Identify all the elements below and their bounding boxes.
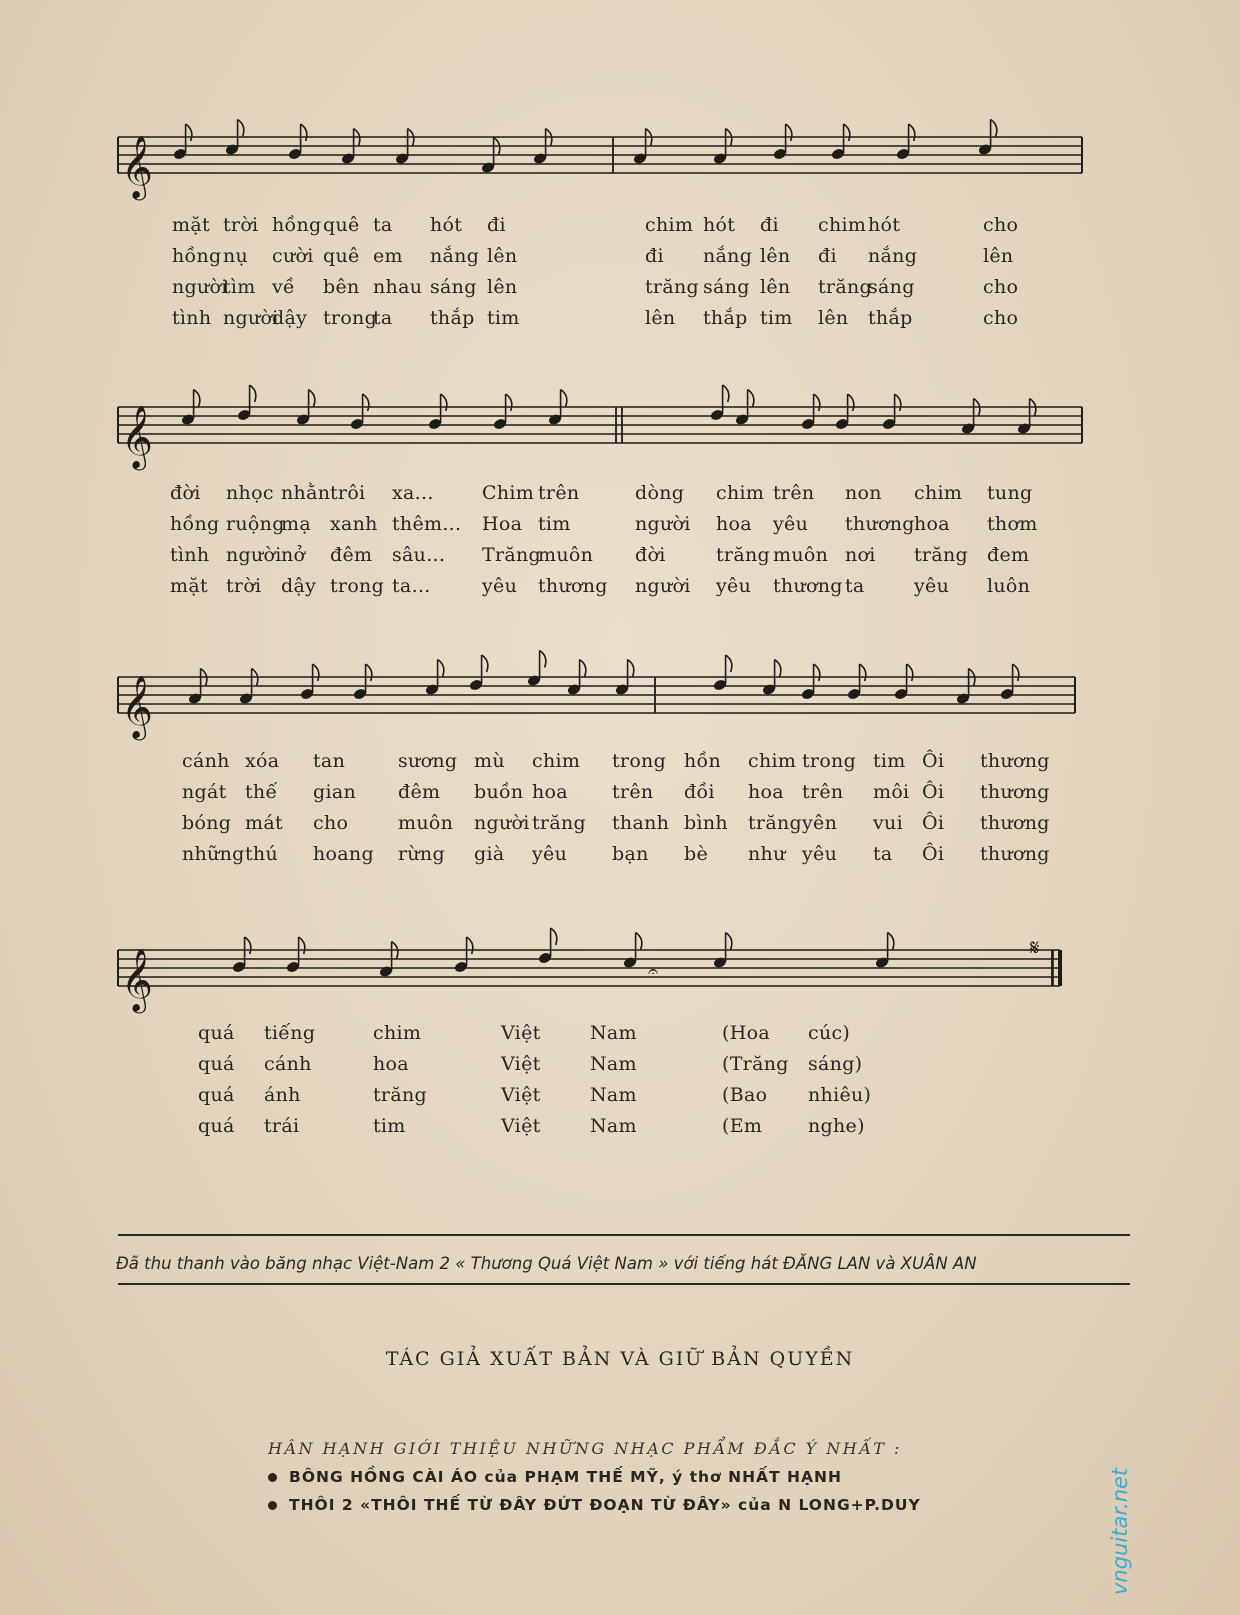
lyric-syllable: người xyxy=(635,575,691,597)
lyric-syllable: hót xyxy=(430,214,463,236)
lyric-syllable: chim xyxy=(645,214,694,236)
lyric-verse-2 xyxy=(0,1053,1240,1083)
lyric-syllable: về xyxy=(272,276,296,298)
lyric-syllable: trên xyxy=(612,781,654,803)
lyric-syllable: buồn xyxy=(474,781,524,803)
lyric-syllable: yêu xyxy=(773,513,809,535)
bullet-icon xyxy=(268,1501,277,1510)
lyric-syllable: nhiêu) xyxy=(808,1084,872,1106)
lyric-syllable: đi xyxy=(645,245,664,267)
lyric-syllable: già xyxy=(474,843,505,865)
lyric-syllable: người xyxy=(474,812,530,834)
lyric-syllable: hoa xyxy=(748,781,784,803)
lyric-verse-2 xyxy=(0,245,1240,275)
lyric-syllable: tìm xyxy=(223,276,256,298)
lyric-syllable: trong xyxy=(612,750,667,772)
lyric-syllable: lên xyxy=(645,307,676,329)
lyric-syllable: trăng xyxy=(748,812,802,834)
lyric-verse-1 xyxy=(0,1022,1240,1052)
lyric-syllable: quá xyxy=(198,1084,235,1106)
lyric-syllable: cười xyxy=(272,245,314,267)
fermata-icon: 𝄐 xyxy=(648,961,659,982)
lyric-syllable: người xyxy=(226,544,282,566)
lyric-syllable: sáng xyxy=(868,276,915,298)
lyric-syllable: thương xyxy=(980,781,1050,803)
lyric-syllable: nhọc xyxy=(226,482,274,504)
lyric-syllable: trăng xyxy=(373,1084,427,1106)
lyric-syllable: yêu xyxy=(716,575,752,597)
staff-2 xyxy=(118,385,1082,471)
lyric-verse-1 xyxy=(0,750,1240,780)
lyric-syllable: thanh xyxy=(612,812,670,834)
lyric-syllable: lên xyxy=(487,245,518,267)
lyric-syllable: trên xyxy=(538,482,580,504)
lyric-syllable: non xyxy=(845,482,882,504)
lyric-syllable: thêm... xyxy=(392,513,462,535)
staff-4 xyxy=(118,928,1060,1014)
lyric-syllable: bóng xyxy=(182,812,232,834)
bullet-icon xyxy=(268,1473,277,1482)
lyric-syllable: trên xyxy=(802,781,844,803)
lyric-syllable: (Hoa xyxy=(722,1022,770,1044)
lyric-syllable: ta xyxy=(373,214,393,236)
lyric-syllable: trăng xyxy=(532,812,586,834)
lyric-syllable: xóa xyxy=(245,750,280,772)
lyric-syllable: tan xyxy=(313,750,346,772)
lyric-syllable: tim xyxy=(873,750,906,772)
lyric-syllable: luôn xyxy=(987,575,1031,597)
lyric-syllable: nắng xyxy=(868,245,918,267)
lyric-syllable: tung xyxy=(987,482,1033,504)
lyric-syllable: cánh xyxy=(182,750,230,772)
lyric-syllable: Ôi xyxy=(922,781,945,803)
lyric-syllable: cho xyxy=(983,214,1019,236)
intro-line: HÂN HẠNH GIỚI THIỆU NHỮNG NHẠC PHẨM ĐẮC Ý NHẤT : xyxy=(268,1439,902,1458)
lyric-syllable: Nam xyxy=(590,1084,637,1106)
lyric-syllable: yên xyxy=(802,812,838,834)
lyric-syllable: hoa xyxy=(716,513,752,535)
lyric-syllable: trăng xyxy=(818,276,872,298)
lyric-verse-4 xyxy=(0,1115,1240,1145)
lyric-syllable: ta xyxy=(873,843,893,865)
lyric-verse-4 xyxy=(0,575,1240,605)
lyric-syllable: mặt xyxy=(170,575,208,597)
lyric-syllable: em xyxy=(373,245,403,267)
lyric-syllable: vui xyxy=(873,812,903,834)
lyric-syllable: hồng xyxy=(170,513,220,535)
lyric-syllable: đồi xyxy=(684,781,715,803)
lyric-syllable: Nam xyxy=(590,1022,637,1044)
divider-bottom xyxy=(118,1283,1130,1285)
lyric-syllable: lên xyxy=(760,276,791,298)
lyric-syllable: lên xyxy=(487,276,518,298)
lyric-syllable: Nam xyxy=(590,1115,637,1137)
lyric-syllable: nắng xyxy=(703,245,753,267)
lyric-syllable: bè xyxy=(684,843,709,865)
lyric-syllable: tình xyxy=(170,544,210,566)
lyric-syllable: nắng xyxy=(430,245,480,267)
lyric-syllable: đêm xyxy=(330,544,373,566)
lyric-verse-3 xyxy=(0,544,1240,574)
lyric-syllable: thơm xyxy=(987,513,1038,535)
lyric-syllable: quá xyxy=(198,1053,235,1075)
lyric-syllable: thắp xyxy=(868,307,913,329)
lyric-syllable: hồng xyxy=(172,245,222,267)
lyric-syllable: yêu xyxy=(914,575,950,597)
publisher-line: TÁC GIẢ XUẤT BẢN VÀ GIỮ BẢN QUYỀN xyxy=(385,1348,855,1370)
lyric-syllable: tim xyxy=(760,307,793,329)
lyric-syllable: đi xyxy=(818,245,837,267)
lyric-syllable: Việt xyxy=(501,1084,541,1106)
lyric-syllable: chim xyxy=(818,214,867,236)
lyric-syllable: trăng xyxy=(645,276,699,298)
lyric-syllable: trái xyxy=(264,1115,300,1137)
lyric-syllable: ngát xyxy=(182,781,227,803)
lyric-syllable: bình xyxy=(684,812,728,834)
lyric-syllable: nụ xyxy=(223,245,249,267)
lyric-syllable: đời xyxy=(635,544,666,566)
note xyxy=(527,651,546,688)
lyric-syllable: nở xyxy=(281,544,306,566)
lyric-syllable: xanh xyxy=(330,513,378,535)
lyric-syllable: trong xyxy=(323,307,378,329)
lyric-syllable: ta xyxy=(845,575,865,597)
treble-clef-icon: 𝄞 xyxy=(121,948,153,1011)
lyric-syllable: thương xyxy=(845,513,915,535)
lyric-syllable: trời xyxy=(226,575,262,597)
lyric-syllable: dậy xyxy=(281,575,317,597)
lyric-syllable: ánh xyxy=(264,1084,301,1106)
lyric-syllable: muôn xyxy=(538,544,594,566)
lyric-syllable: lên xyxy=(983,245,1014,267)
lyric-syllable: hót xyxy=(868,214,901,236)
lyric-syllable: Ôi xyxy=(922,812,945,834)
lyric-syllable: nghe) xyxy=(808,1115,865,1137)
lyric-syllable: Chim xyxy=(482,482,535,504)
lyric-syllable: sương xyxy=(398,750,458,772)
lyric-syllable: Trăng xyxy=(482,544,541,566)
lyric-verse-1 xyxy=(0,482,1240,512)
lyric-syllable: quê xyxy=(323,245,360,267)
lyric-syllable: trăng xyxy=(914,544,968,566)
recording-note: Đã thu thanh vào băng nhạc Việt-Nam 2 « Thương Quá Việt Nam » với tiếng hát ĐĂNG LAN và XUÂN AN xyxy=(116,1254,977,1273)
lyric-syllable: đêm xyxy=(398,781,441,803)
promo-item-2 xyxy=(268,1496,921,1514)
lyric-syllable: lên xyxy=(818,307,849,329)
lyric-verse-1 xyxy=(0,214,1240,244)
lyric-syllable: Ôi xyxy=(922,750,945,772)
lyric-syllable: hoang xyxy=(313,843,374,865)
lyric-syllable: thắp xyxy=(430,307,475,329)
lyric-syllable: cúc) xyxy=(808,1022,851,1044)
lyric-syllable: nhau xyxy=(373,276,423,298)
lyric-syllable: thương xyxy=(980,812,1050,834)
lyric-syllable: thú xyxy=(245,843,279,865)
staff-3 xyxy=(118,651,1075,742)
lyric-syllable: ruộng xyxy=(226,513,285,535)
lyric-syllable: yêu xyxy=(482,575,518,597)
lyric-syllable: thế xyxy=(245,781,278,803)
lyric-syllable: muôn xyxy=(773,544,829,566)
lyric-syllable: lên xyxy=(760,245,791,267)
lyric-syllable: trăng xyxy=(716,544,770,566)
lyric-syllable: tim xyxy=(538,513,571,535)
lyric-syllable: đem xyxy=(987,544,1030,566)
lyric-verse-2 xyxy=(0,781,1240,811)
lyric-syllable: sáng xyxy=(703,276,750,298)
lyric-syllable: chim xyxy=(716,482,765,504)
lyric-syllable: Ôi xyxy=(922,843,945,865)
lyric-syllable: đi xyxy=(760,214,779,236)
lyric-syllable: dòng xyxy=(635,482,685,504)
treble-clef-icon: 𝄞 xyxy=(121,405,153,468)
treble-clef-icon: 𝄞 xyxy=(121,135,153,198)
lyric-syllable: người xyxy=(635,513,691,535)
lyric-syllable: Nam xyxy=(590,1053,637,1075)
lyric-syllable: hoa xyxy=(532,781,568,803)
treble-clef-icon: 𝄞 xyxy=(121,675,153,738)
lyric-syllable: thắp xyxy=(703,307,748,329)
lyric-syllable: ta... xyxy=(392,575,431,597)
lyric-syllable: yêu xyxy=(532,843,568,865)
lyric-syllable: Việt xyxy=(501,1022,541,1044)
lyric-verse-4 xyxy=(0,307,1240,337)
lyric-syllable: bạn xyxy=(612,843,649,865)
lyric-syllable: người xyxy=(223,307,279,329)
lyric-syllable: trong xyxy=(802,750,857,772)
lyric-syllable: trong xyxy=(330,575,385,597)
lyric-syllable: tình xyxy=(172,307,212,329)
segno-icon: 𝄋 xyxy=(1030,936,1040,961)
lyric-syllable: như xyxy=(748,843,786,865)
lyric-syllable: trôi xyxy=(330,482,366,504)
lyric-syllable: rừng xyxy=(398,843,445,865)
lyric-syllable: Hoa xyxy=(482,513,523,535)
lyric-syllable: (Bao xyxy=(722,1084,768,1106)
lyric-syllable: hồng xyxy=(272,214,322,236)
lyric-syllable: cho xyxy=(983,307,1019,329)
lyric-syllable: yêu xyxy=(802,843,838,865)
lyric-syllable: chim xyxy=(914,482,963,504)
lyric-syllable: tim xyxy=(373,1115,406,1137)
lyric-syllable: người xyxy=(172,276,228,298)
lyric-syllable: những xyxy=(182,843,245,865)
lyric-syllable: quá xyxy=(198,1115,235,1137)
lyric-syllable: chim xyxy=(532,750,581,772)
lyric-syllable: môi xyxy=(873,781,910,803)
lyric-syllable: quá xyxy=(198,1022,235,1044)
lyric-syllable: thương xyxy=(980,843,1050,865)
divider-top xyxy=(118,1234,1130,1236)
lyric-syllable: cho xyxy=(983,276,1019,298)
lyric-syllable: bên xyxy=(323,276,360,298)
lyric-syllable: sáng xyxy=(430,276,477,298)
lyric-syllable: trời xyxy=(223,214,259,236)
lyric-syllable: mát xyxy=(245,812,283,834)
lyric-syllable: sâu... xyxy=(392,544,446,566)
lyric-syllable: cho xyxy=(313,812,349,834)
lyric-syllable: chim xyxy=(748,750,797,772)
lyric-syllable: tiếng xyxy=(264,1022,316,1044)
lyric-syllable: cánh xyxy=(264,1053,312,1075)
lyric-syllable: mạ xyxy=(281,513,311,535)
lyric-syllable: gian xyxy=(313,781,357,803)
lyric-syllable: ta xyxy=(373,307,393,329)
lyric-verse-2 xyxy=(0,513,1240,543)
promo-text-1: BÔNG HỒNG CÀI ÁO của PHẠM THẾ MỸ, ý thơ NHẤT HẠNH xyxy=(289,1468,842,1486)
lyric-syllable: hót xyxy=(703,214,736,236)
lyric-syllable: đi xyxy=(487,214,506,236)
watermark: vnguitar.net xyxy=(1108,1467,1132,1595)
staff-1 xyxy=(118,120,1082,202)
lyric-syllable: nơi xyxy=(845,544,876,566)
promo-text-2: THÔI 2 «THÔI THẾ TỪ ĐÂY ĐỨT ĐOẠN TỪ ĐÂY» của N LONG+P.DUY xyxy=(289,1496,921,1514)
lyric-syllable: tim xyxy=(487,307,520,329)
lyric-verse-4 xyxy=(0,843,1240,873)
lyric-syllable: hoa xyxy=(914,513,950,535)
lyric-syllable: thương xyxy=(538,575,608,597)
lyric-syllable: Việt xyxy=(501,1053,541,1075)
lyric-syllable: hồn xyxy=(684,750,721,772)
lyric-syllable: trên xyxy=(773,482,815,504)
lyric-syllable: Việt xyxy=(501,1115,541,1137)
lyric-verse-3 xyxy=(0,276,1240,306)
lyric-syllable: chim xyxy=(373,1022,422,1044)
lyric-syllable: (Em xyxy=(722,1115,763,1137)
lyric-syllable: thương xyxy=(773,575,843,597)
lyric-syllable: (Trăng xyxy=(722,1053,789,1075)
lyric-syllable: sáng) xyxy=(808,1053,863,1075)
lyric-syllable: đời xyxy=(170,482,201,504)
lyric-syllable: nhằn xyxy=(281,482,331,504)
lyric-syllable: muôn xyxy=(398,812,454,834)
lyric-syllable: xa... xyxy=(392,482,434,504)
lyric-syllable: quê xyxy=(323,214,360,236)
lyric-verse-3 xyxy=(0,812,1240,842)
lyric-syllable: hoa xyxy=(373,1053,409,1075)
lyric-syllable: thương xyxy=(980,750,1050,772)
lyric-syllable: mặt xyxy=(172,214,210,236)
lyric-syllable: dậy xyxy=(272,307,308,329)
lyric-syllable: mù xyxy=(474,750,505,772)
promo-item-1 xyxy=(268,1468,842,1486)
lyric-verse-3 xyxy=(0,1084,1240,1114)
